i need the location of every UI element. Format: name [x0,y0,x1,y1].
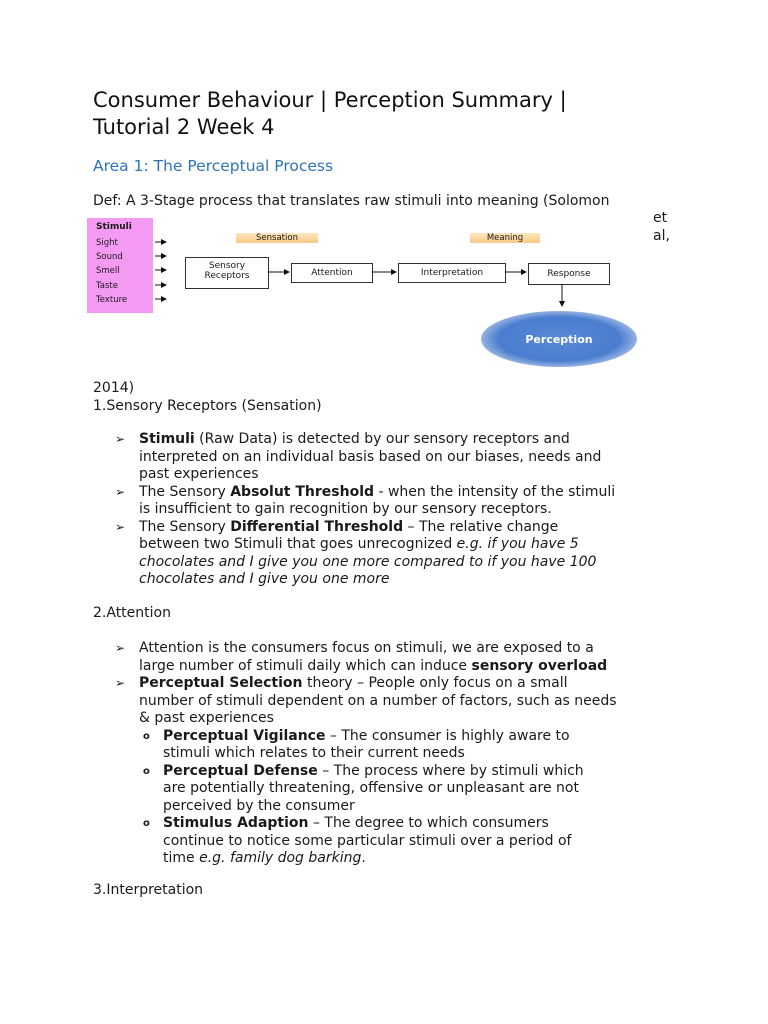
stimuli-item: Taste [96,281,118,291]
list-item: o Stimulus Adaption – The degree to which consumers continue to notice some particular stimuli over a period of time e.g. family dog barking. [143,815,572,866]
stimuli-item: Sight [96,238,118,248]
arrow-bullet-icon: ➢ [115,484,126,499]
response-box: Response [528,263,610,285]
receptors-label: Receptors [204,271,250,281]
list-item: ➢ Attention is the consumers focus on stimuli, we are exposed to a large number of stimuli daily which can induce sensory overload [115,640,608,674]
definition-fragment-et: et [653,210,668,226]
definition-line: Def: A 3-Stage process that translates raw stimuli into meaning (Solomon [93,193,610,209]
list-item: ➢ The Sensory Absolut Threshold - when the intensity of the stimuli is insufficient to gain recognition by our sensory receptors. [115,483,616,517]
sensory-bullet-list [115,431,615,589]
diagram-arrows [0,0,768,400]
stimuli-item: Texture [96,295,128,305]
arrow-bullet-icon: ➢ [115,519,126,534]
sub-bullet-icon: o [143,765,150,777]
attention-bullet-list [115,640,617,868]
list-item: ➢ The Sensory Differential Threshold – The relative change between two Stimuli that goes unrecognized e.g. if you have 5 chocolates and I give you one more compared to if you have 100 chocolates and I give you one more [115,518,597,587]
attention-sub-list [139,728,617,868]
stimuli-item: Sound [96,252,123,262]
sensation-tag: Sensation [236,233,318,243]
list-item: o Perceptual Vigilance – The consumer is highly aware to stimuli which relates to their current needs [143,727,570,761]
definition-year: 2014) [93,380,135,396]
arrow-bullet-icon: ➢ [115,676,126,690]
list-item: ➢ Stimuli (Raw Data) is detected by our sensory receptors and interpreted on an individual basis based on our biases, needs and past experiences [115,431,602,482]
area-heading: Area 1: The Perceptual Process [93,157,334,175]
definition-fragment-al: al, [653,228,670,244]
sub-bullet-icon: o [143,818,150,829]
sensory-label: Sensory [208,261,246,271]
section-heading-interpretation: 3.Interpretation [93,882,204,898]
section-heading-sensory: 1.Sensory Receptors (Sensation) [93,398,322,414]
sub-bullet-icon: o [143,730,150,742]
list-item: o Perceptual Defense – The process where by stimuli which are potentially threatening, offensive or unpleasant are not perceived by the consumer [143,762,584,814]
perception-ellipse: Perception [481,311,637,367]
arrow-bullet-icon: ➢ [115,432,126,446]
meaning-tag: Meaning [470,233,540,243]
arrow-bullet-icon: ➢ [115,641,126,655]
section-heading-attention: 2.Attention [93,605,171,621]
title-line-2: Tutorial 2 Week 4 [93,115,275,139]
interpretation-box: Interpretation [398,263,506,283]
list-item: ➢ Perceptual Selection theory – People only focus on a small number of stimuli dependent on a number of factors, such as needs & past experiences o Perceptual Vigilance – The consumer is highly aware to stimuli which relates to their current needs o Perceptual Defense – The process where by stimuli which are potentially threatening, offensive or unpleasant are not perceived by the consumer o Stimulus Adaption – The degree to which consumers continue to notice some particular stimuli over a period of time e.g. family dog barking. [115,675,617,866]
title-line-1: Consumer Behaviour | Perception Summary | [93,88,567,112]
attention-box: Attention [291,263,373,283]
stimuli-header: Stimuli [96,222,132,232]
stimuli-item: Smell [96,266,120,276]
